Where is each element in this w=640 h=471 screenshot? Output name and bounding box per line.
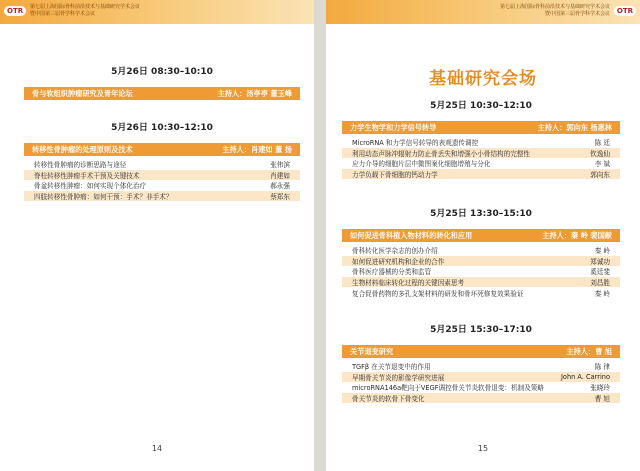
session-date: 5月26日 10:30–12:10 [111,123,213,133]
page-number: 15 [477,444,489,453]
talk-title: 骨盆转移性肿瘤：如何实现个体化治疗 [34,182,147,191]
talk-row [342,277,620,288]
talk-list [342,245,620,298]
session-title-bar [24,87,300,100]
talk-list [342,137,620,179]
session-block [342,206,620,298]
talk-speaker: John A. Carrino [560,372,610,381]
session-block [24,120,300,201]
session-title: 力学生物学和力学信号转导 [350,122,437,132]
talk-title: 力学负载下骨细胞的钙动力学 [352,171,438,180]
talk-title: 早期骨关节炎的影像学研究进展 [352,373,445,382]
talk-list [342,361,620,403]
session-title: 关节退变研究 [350,346,394,356]
talk-title: 四肢转移性骨肿瘤：如何干预：手术？非手术？ [34,193,173,202]
session-title-bar [24,143,300,156]
header-line-1: 第七届上海国际骨科前沿技术与基础研究学术会议 [499,4,610,10]
talk-speaker: 秦 岭 [594,247,610,256]
talk-title: 骨关节炎的软骨下骨变化 [352,395,425,404]
right-page [326,0,640,471]
talk-speaker: 肖建如 [270,171,290,180]
session-host: 主持人：曹 旭 [566,346,612,356]
header-line-1: 第七届上海国际骨科前沿技术与基础研究学术会议 [30,4,141,10]
conference-logo: OTR [614,6,636,16]
session-title: 转移性骨肿瘤的处理原则及技术 [32,144,133,154]
session-block [342,322,620,403]
talk-title: 复合促骨药物的多孔支架材料的研发和骨坏死修复效果验证 [352,289,524,298]
session-date: 5月25日 13:30–15:10 [430,209,532,219]
session-title: 如何促进骨科植入物材料的转化和应用 [350,230,473,240]
session-block [342,98,620,179]
talk-row [24,191,300,202]
talk-speaker: 奚廷斐 [590,268,610,277]
talk-speaker: 张晓玲 [590,384,610,393]
talk-title: 利用动态声脉冲辐射力防止骨丢失和增强小小骨结构的完整性 [352,149,531,158]
session-title-bar [342,121,620,134]
session-host: 主持人：郭向东 杨惠林 [537,122,612,132]
talk-title: 骨科转化医学杂志的创办介绍 [352,247,438,256]
session-block [24,64,300,100]
session-date: 5月25日 15:30–17:10 [430,325,532,335]
talk-row [342,169,620,180]
talk-title: microRNA146a靶向于VEGF调控骨关节炎软骨退变：机制及策略 [352,384,544,393]
conference-logo: OTR [4,6,26,16]
session-host: 主持人：肖建如 董 扬 [222,144,292,154]
session-title-bar [342,229,620,242]
talk-row [342,158,620,169]
talk-row [342,372,620,383]
session-title: 骨与软组织肿瘤研究及青年论坛 [32,88,133,98]
talk-row [342,256,620,267]
talk-speaker: 蔡郑东 [270,193,290,202]
talk-row [342,137,620,148]
talk-title: 应力介导的细胞片层中微图案化细胞增殖与分化 [352,160,491,169]
talk-speaker: 郝永强 [270,182,290,191]
talk-row [24,180,300,191]
talk-speaker: 刘昌胜 [590,279,610,288]
page-header [326,0,640,24]
talk-row [342,393,620,404]
left-page [0,0,314,471]
page-header [0,0,314,24]
talk-speaker: 李 斌 [594,160,610,169]
talk-title: 骨科医疗器械的分类和监管 [352,268,432,277]
talk-row [342,148,620,159]
session-date: 5月25日 10:30–12:10 [430,101,532,111]
talk-title: TGFβ 在关节退变中的作用 [352,363,431,372]
talk-row [342,382,620,393]
talk-speaker: 张伟滨 [270,161,290,170]
header-text [30,4,140,18]
talk-row [342,266,620,277]
talk-row [24,170,300,181]
talk-speaker: 曹 旭 [594,395,610,404]
header-line-2: 暨中国第三届骨学科学术会议 [544,11,610,17]
session-date: 5月26日 08:30–10:10 [111,67,213,77]
session-title-bar [342,345,620,358]
talk-speaker: 秦 岭 [594,289,610,298]
talk-speaker: 钦逸仙 [590,149,610,158]
header-text [500,4,610,18]
talk-row [24,159,300,170]
talk-title: 脊柱转移性肿瘤手术干预及关键技术 [34,171,140,180]
page-gutter [314,0,326,471]
talk-row [342,287,620,298]
talk-title: 生物材料临床转化过程的关键因素思考 [352,279,465,288]
talk-speaker: 郑诚功 [590,257,610,266]
header-line-2: 暨中国第三届骨学科学术会议 [30,11,96,17]
talk-row [342,361,620,372]
talk-title: 转移性骨肿瘤的诊断思路与途径 [34,161,127,170]
talk-speaker: 郭向东 [590,171,610,180]
session-host: 主持人：秦 岭 裴国献 [542,230,612,240]
talk-title: 如何促进研究机构和企业的合作 [352,257,445,266]
talk-speaker: 陈 律 [594,363,610,372]
session-host: 主持人：汤亭亭 董玉峰 [217,88,292,98]
venue-title: 基础研究会场 [429,69,537,89]
talk-title: MicroRNA 和力学信号转导的表观遗传调控 [352,139,479,148]
page-number: 14 [151,444,163,453]
talk-row [342,245,620,256]
talk-speaker: 陈 廷 [594,139,610,148]
talk-list [24,159,300,201]
